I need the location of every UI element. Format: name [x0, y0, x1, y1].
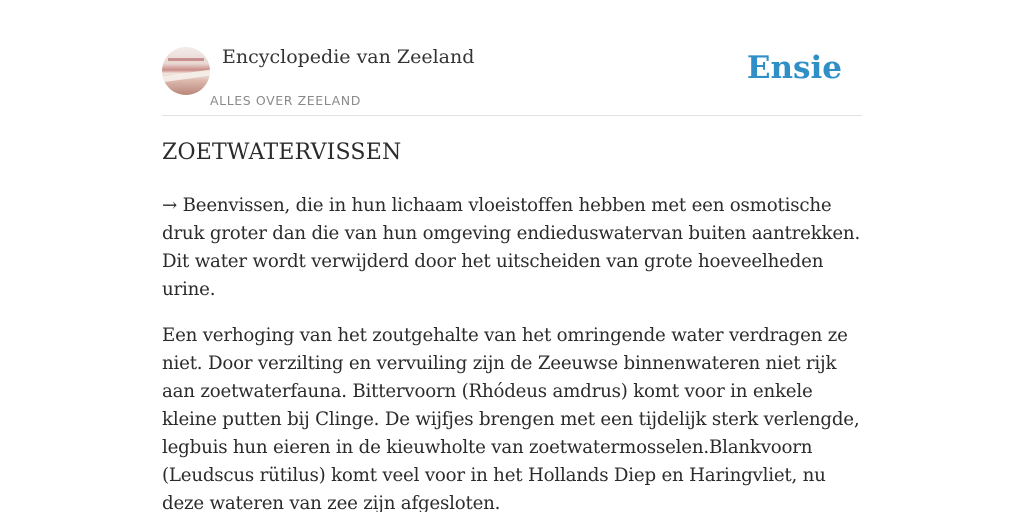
site-header: [162, 44, 862, 116]
paragraph-text: Beenvissen, die in hun lichaam vloeistoffen hebben met een osmotische druk groter dan die van hun omgeving endieduswatervan buiten aantrekken. Dit water wordt verwijderd door het uitscheiden van grote hoeveelheden urine.: [162, 195, 861, 300]
site-avatar[interactable]: [162, 47, 210, 95]
see-also-arrow-link[interactable]: →: [162, 195, 178, 216]
brand-logo[interactable]: Ensie: [746, 50, 842, 86]
avatar-detail: [162, 70, 210, 83]
site-title[interactable]: Encyclopedie van Zeeland: [222, 46, 475, 68]
article-title: ZOETWATERVISSEN: [162, 140, 402, 165]
avatar-detail: [168, 58, 204, 61]
article-paragraph: [162, 192, 866, 304]
article-paragraph: Een verhoging van het zoutgehalte van het omringende water verdragen ze niet. Door verzilting en vervuiling zijn de Zeeuwse binnenwateren niet rijk aan zoetwaterfauna. Bittervoorn (Rhódeus amdrus) komt voor in enkele kleine putten bij Clinge. De wijfjes brengen met een tijdelijk sterk verlengde, legbuis hun eieren in de kieuwholte van zoetwatermosselen.Blankvoorn (Leudscus rütilus) komt veel voor in het Hollands Diep en Haringvliet, nu deze wateren van zee zijn afgesloten.: [162, 325, 860, 512]
site-tagline: ALLES OVER ZEELAND: [210, 93, 361, 108]
article-body: [162, 192, 866, 512]
